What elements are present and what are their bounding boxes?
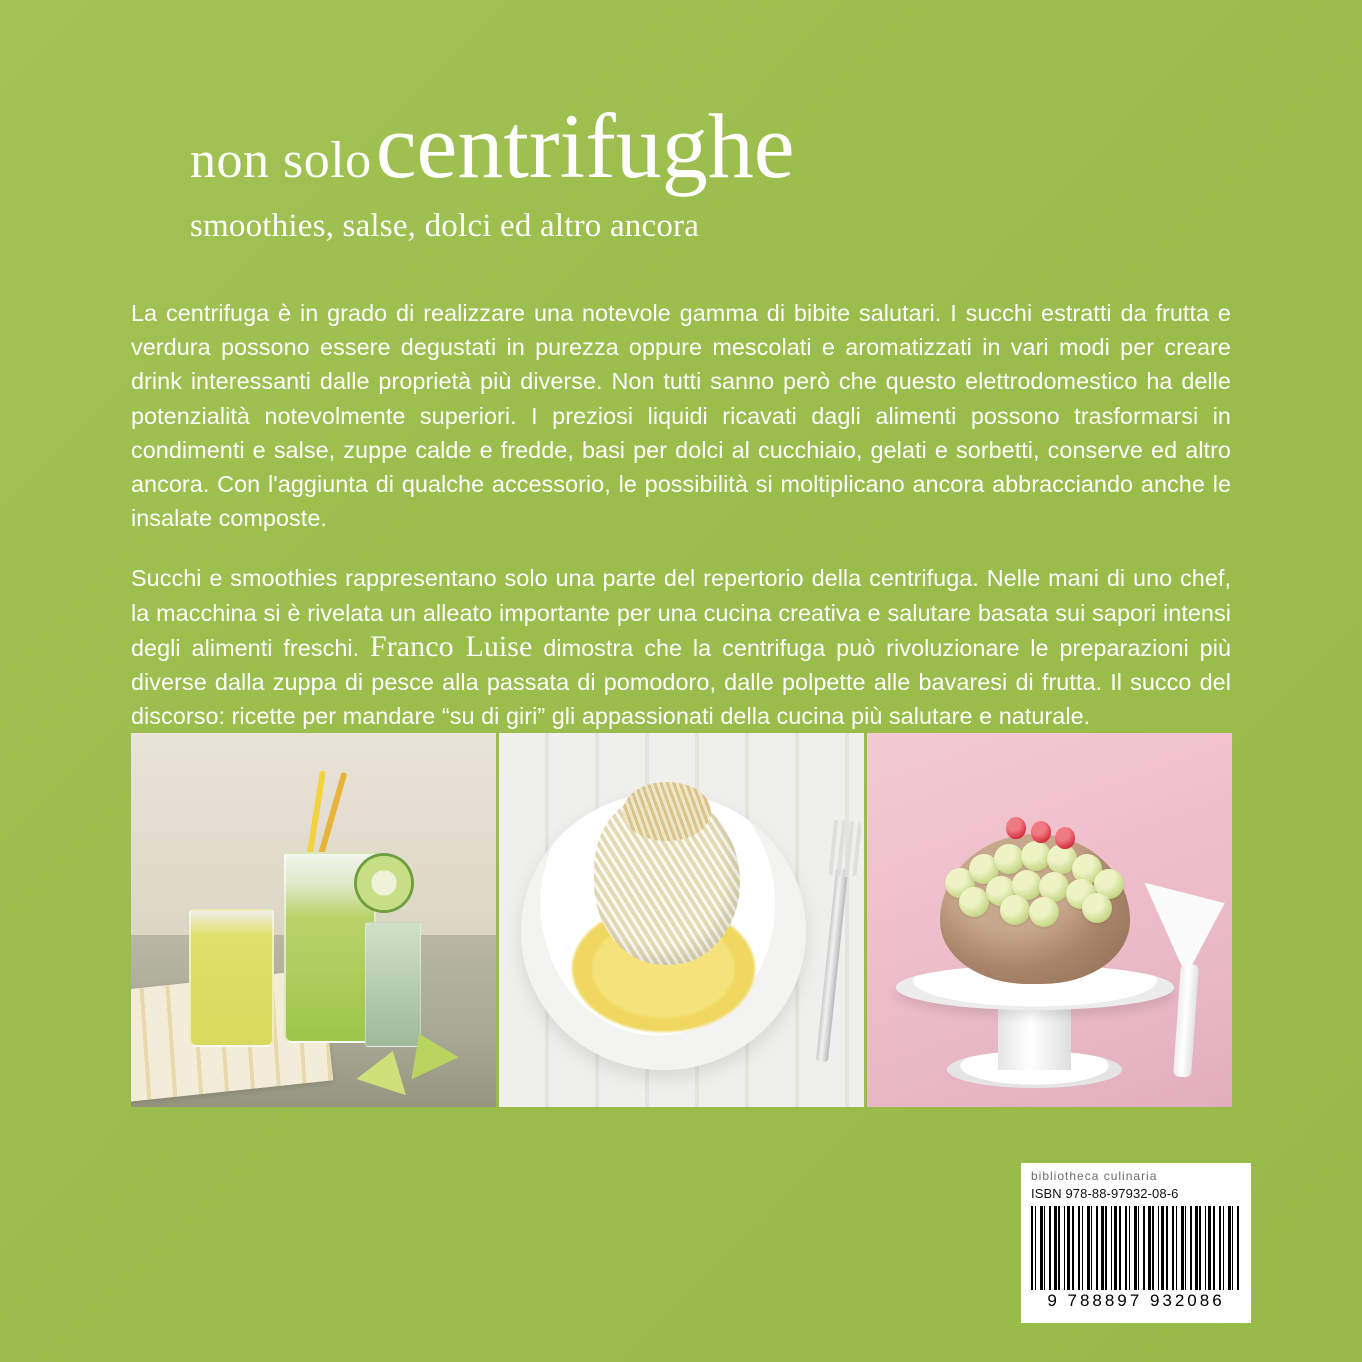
photo-dessert-grape-cluster bbox=[933, 815, 1137, 912]
berry bbox=[1031, 821, 1051, 843]
photo-smoothies-glass-yellow bbox=[189, 909, 273, 1048]
title-part-one: non solo bbox=[190, 132, 372, 189]
photo-smoothies-glass-back bbox=[365, 922, 422, 1047]
blurb-paragraph-2-intro: Succhi e smoothies rappresentano solo una parte del repertorio della centrifuga. Nelle mani di uno chef, la macchina si è rivelata un alleato importante per una cucina creativa e salutare basata sui sapori intensi degli alimenti freschi. bbox=[131, 565, 1231, 661]
grape bbox=[1000, 895, 1030, 925]
blurb-text bbox=[131, 296, 1231, 733]
publisher-logo: bibliotheca culinaria bbox=[1031, 1169, 1158, 1183]
berry bbox=[1006, 817, 1026, 839]
photo-salad-fork bbox=[816, 868, 848, 1063]
photo-dessert-server-blade bbox=[1144, 883, 1224, 976]
photo-salad bbox=[499, 733, 864, 1107]
photo-strip bbox=[131, 733, 1232, 1107]
blurb-paragraph-1: La centrifuga è in grado di realizzare una notevole gamma di bibite salutari. I succhi estratti da frutta e verdura possono essere degustati in purezza oppure mescolati e aromatizzati in vari modi per creare drink interessanti dalle proprietà più diverse. Non tutti sanno però che questo elettrodomestico ha delle potenzialità notevolmente superiori. I preziosi liquidi ricavati dagli alimenti possono trasformarsi in condimenti e salse, zuppe calde e fredde, basi per dolci al cucchiaio, gelati e sorbetti, conserve ed altro ancora. Con l'aggiunta di qualche accessorio, le possibilità si moltiplicano ancora abbracciando anche le insalate composte. bbox=[131, 300, 1231, 532]
isbn-number: ISBN 978-88-97932-08-6 bbox=[1031, 1186, 1179, 1201]
photo-dessert bbox=[867, 733, 1232, 1107]
blurb-paragraph-2 bbox=[131, 561, 1231, 733]
grape bbox=[1082, 893, 1112, 923]
isbn-barcode-box bbox=[1021, 1163, 1251, 1323]
grape bbox=[1029, 897, 1059, 927]
photo-salad-topping bbox=[623, 782, 711, 842]
author-name: Franco Luise bbox=[370, 629, 533, 663]
book-title bbox=[190, 95, 1190, 197]
barcode-digits: 9 788897 932086 bbox=[1047, 1291, 1225, 1310]
blurb-paragraph-2-outro: dimostra che la centrifuga può rivoluzionare le preparazioni più diverse dalla zuppa di pesce alla passata di pomodoro, dalle polpette alle bavaresi di frutta. Il succo del discorso: ricette per mandare “su di giri” gli appassionati della cucina più salutare e naturale. bbox=[131, 634, 1232, 730]
barcode-image bbox=[1031, 1206, 1241, 1290]
photo-dessert-cake-server bbox=[1144, 883, 1224, 1077]
book-subtitle: smoothies, salse, dolci ed altro ancora bbox=[190, 208, 700, 244]
berry bbox=[1055, 827, 1075, 849]
photo-dessert-server-handle bbox=[1173, 964, 1198, 1078]
photo-smoothies bbox=[131, 733, 496, 1107]
grape bbox=[994, 844, 1024, 874]
title-block bbox=[190, 95, 1190, 245]
grape bbox=[1021, 841, 1051, 871]
title-part-two: centrifughe bbox=[375, 95, 795, 197]
